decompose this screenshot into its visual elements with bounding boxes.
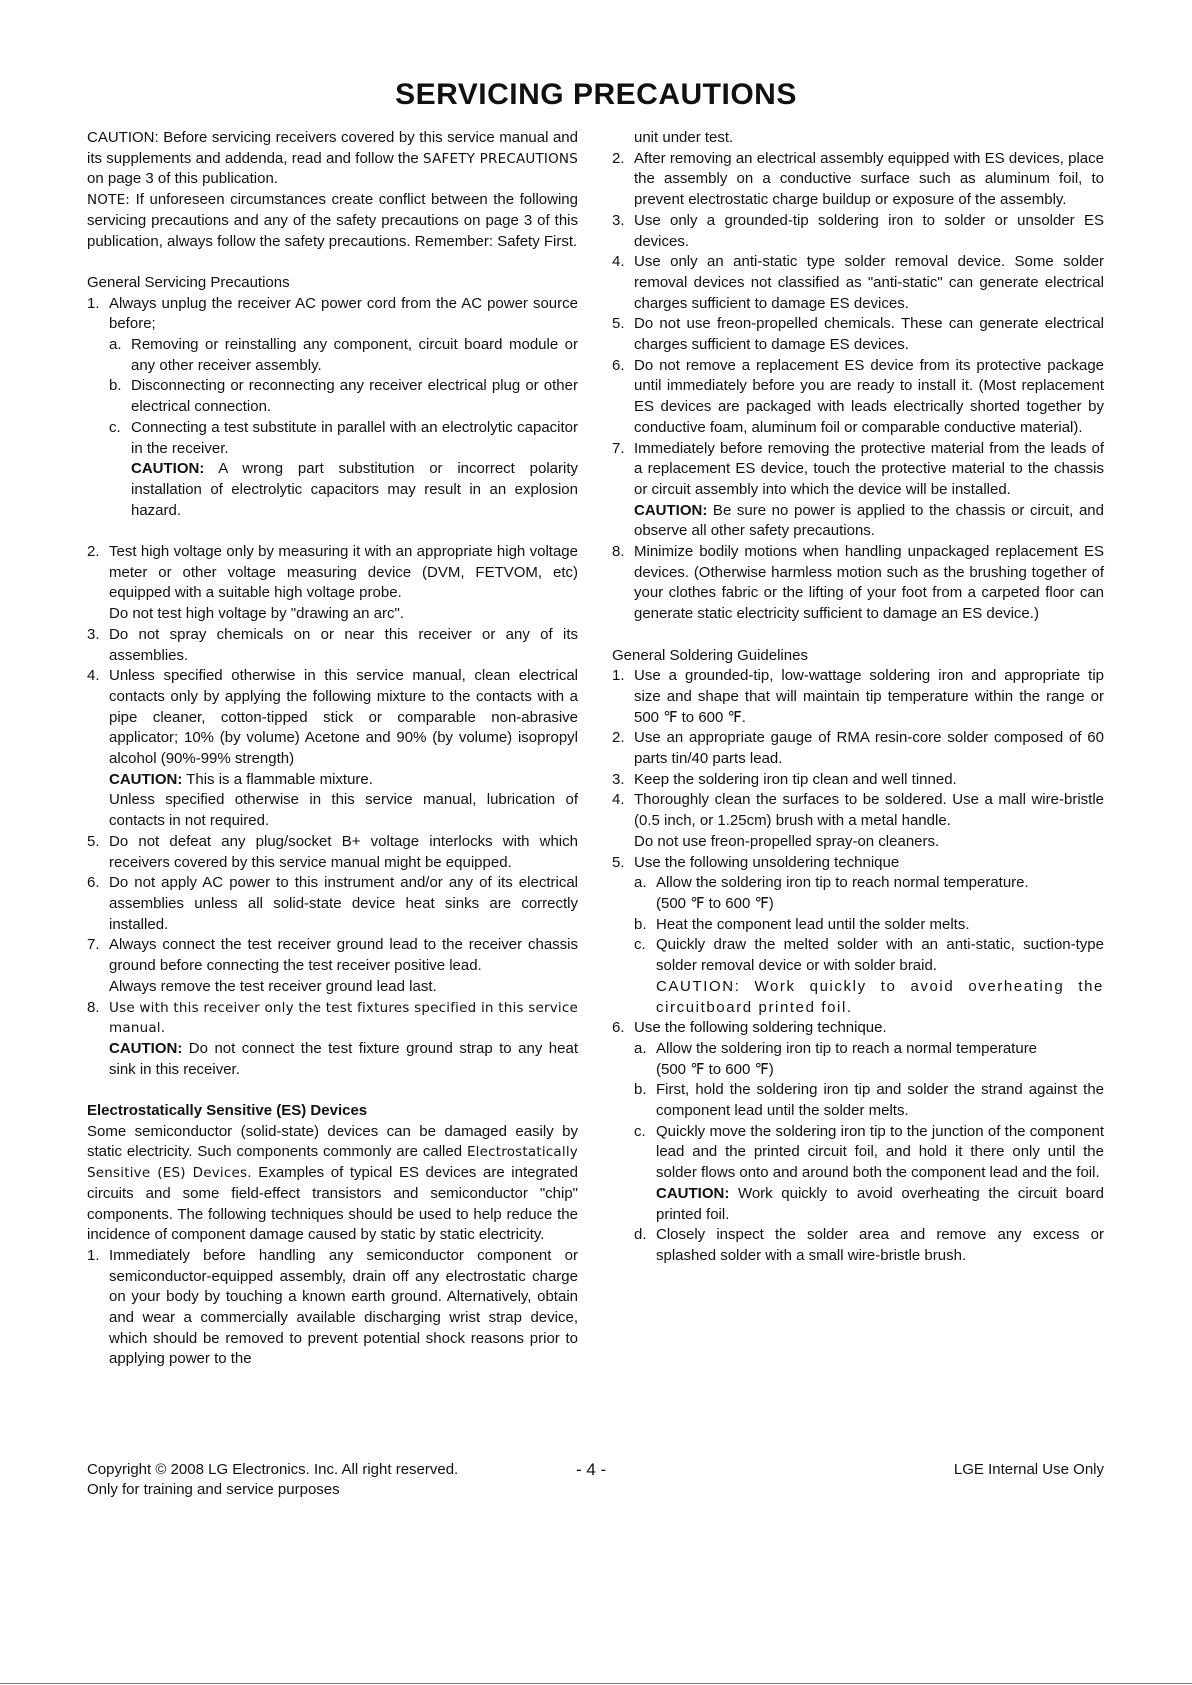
- list-item: 2. Use an appropriate gauge of RMA resin-core solder composed of 60 parts tin/40 parts lead.: [612, 729, 1104, 768]
- list-item: 7. Immediately before removing the protective material from the leads of a replacement ES device, touch the protective material to the chassis or circuit assembly into which the device will be installed.: [612, 439, 1104, 498]
- list-item: d. Closely inspect the solder area and remove any excess or splashed solder with a small wire-bristle brush.: [634, 1226, 1104, 1264]
- list-item: a. Allow the soldering iron tip to reach normal temperature.: [634, 874, 1029, 892]
- caution-note: CAUTION: This is a flammable mixture.: [109, 770, 373, 788]
- list-item: 2. Test high voltage only by measuring it with an appropriate high voltage meter or other voltage measuring device (DVM, FETVOM, etc) equipped with a suitable high voltage probe.: [87, 543, 578, 602]
- left-column: CAUTION: Before servicing receivers covered by this service manual and its supplements and addenda, read and follow the SAFETY PRECAUTIONS on page 3 of this publication. NOTE: If unforeseen circumstances create conflict between the following servicing precautions and any of the safety precautions on page 3 of this publication, always follow the safety precautions. Remember: Safety First. General Servicing Precautions 1. Always unplug the receiver AC power cord from the AC power source before; a. Removing or reinstalling any component, circuit board module or any other receiver assembly. b. Disconnecting or reconnecting any receiver electrical plug or other electrical connection. c. Connecting a test substitute in parallel with an electrolytic capacitor in the receiver. CAUTION: A wrong part substitution or incorrect polarity installation of electrolytic capacitors may result in an explosion hazard. 2. Test high voltage only by measuring it with an appropriate high voltage meter or other voltage measuring device (DVM, FETVOM, etc) equipped with a suitable high voltage probe. Do not test high voltage by "drawing an arc". 3. Do not spray chemicals on or near this receiver or any of its assemblies. 4. Unless specified otherwise in this service manual, clean electrical contacts only by applying the following mixture to the contacts with a pipe cleaner, cotton-tipped stick or comparable non-abrasive applicator; 10% (by volume) Acetone and 90% (by volume) isopropyl alcohol (90%-99% strength) CAUTION: This is a flammable mixture. Unless specified otherwise in this service manual, lubrication of contacts in not required. 5. Do not defeat any plug/socket B+ voltage interlocks with which receivers covered by this service manual might be equipped. 6. Do not apply AC power to this instrument and/or any of its electrical assemblies unless all solid-state device heat sinks are correctly installed. 7. Always connect the test receiver ground lead to the receiver chassis ground before connecting the test receiver positive lead. Always remove the test receiver ground lead last. 8. Use with this receiver only the test fixtures specified in this service manual. CAUTION: Do not connect the test fixture ground strap to any heat sink in this receiver. Electrostatically Sensitive (ES) Devices Some semiconductor (solid-state) devices can be damaged easily by static electricity. Such components commonly are called Electrostatically Sensitive (ES) Devices. Examples of typical ES devices are integrated circuits and some field-effect transistors and semiconductor "chip" components. The following techniques should be used to help reduce the incidence of component damage caused by static by static electricity. 1. Immediately before handling any semiconductor component or semiconductor-equipped assembly, drain off any electrostatic charge on your body by touching a known earth ground. Alternatively, obtain and wear a commercially available discharging wrist strap device, which should be removed to prevent potential shock reasons prior to applying power to the: [87, 128, 578, 1370]
- general-servicing-heading: General Servicing Precautions: [87, 273, 290, 291]
- list-item: 4. Thoroughly clean the surfaces to be soldered. Use a mall wire-bristle (0.5 inch, or 1.25cm) brush with a metal handle.: [612, 791, 1104, 830]
- list-item: 1. Always unplug the receiver AC power cord from the AC power source before;: [87, 294, 578, 333]
- list-item: 1. Use a grounded-tip, low-wattage soldering iron and appropriate tip size and shape that will maintain tip temperature within the range or 500 ℉ to 600 ℉.: [612, 667, 1104, 726]
- list-item: a. Removing or reinstalling any component, circuit board module or any other receiver assembly.: [109, 336, 578, 374]
- internal-use-label: LGE Internal Use Only: [953, 1461, 1104, 1478]
- list-item: a. Allow the soldering iron tip to reach a normal temperature: [634, 1039, 1038, 1057]
- list-item: 6. Do not apply AC power to this instrument and/or any of its electrical assemblies unless all solid-state device heat sinks are correctly installed.: [87, 874, 578, 933]
- es-paragraph: Some semiconductor (solid-state) devices can be damaged easily by static electricity. Such components commonly are called Electrostatically Sensitive (ES) Devices. Examples of typical ES devices are integrated circuits and some field-effect transistors and semiconductor "chip" components. The following techniques should be used to help reduce the incidence of component damage caused by static by static electricity.: [87, 1122, 578, 1244]
- list-item: 6. Use the following soldering technique.: [612, 1019, 887, 1037]
- note-label: NOTE:: [87, 192, 131, 209]
- list-item: b. First, hold the soldering iron tip and solder the strand against the component lead until the solder melts.: [634, 1081, 1104, 1120]
- soldering-heading: General Soldering Guidelines: [612, 646, 808, 664]
- caution-note: CAUTION: Work quickly to avoid overheating the circuit board printed foil.: [656, 1184, 1104, 1223]
- es-devices-heading: Electrostatically Sensitive (ES) Devices: [87, 1102, 368, 1119]
- list-item: 3. Do not spray chemicals on or near this receiver or any of its assemblies.: [87, 625, 578, 664]
- list-item: 4. Unless specified otherwise in this service manual, clean electrical contacts only by applying the following mixture to the contacts with a pipe cleaner, cotton-tipped stick or comparable non-abrasive applicator; 10% (by volume) Acetone and 90% (by volume) isopropyl alcohol (90%-99% strength): [87, 667, 578, 768]
- list-item: 5. Do not defeat any plug/socket B+ voltage interlocks with which receivers covered by this service manual might be equipped.: [87, 832, 578, 871]
- list-item: 6. Do not remove a replacement ES device from its protective package until immediately before you are ready to install it. (Most replacement ES devices are packaged with leads electrically shorted together by conductive foam, aluminum foil or comparable conductive material).: [612, 356, 1104, 436]
- list-item: 5. Use the following unsoldering technique: [612, 853, 900, 871]
- list-item: 3. Use only a grounded-tip soldering iron to solder or unsolder ES devices.: [612, 211, 1104, 250]
- caution-note: CAUTION: Do not connect the test fixture ground strap to any heat sink in this receiver.: [109, 1039, 578, 1078]
- safety-precautions-ref: SAFETY PRECAUTIONS: [423, 150, 578, 167]
- caution-note: CAUTION: A wrong part substitution or incorrect polarity installation of electrolytic capacitors may result in an explosion hazard.: [131, 460, 578, 519]
- list-item: b. Disconnecting or reconnecting any receiver electrical plug or other electrical connection.: [109, 377, 578, 416]
- intro-caution: [87, 128, 578, 190]
- footer-left: [87, 1460, 458, 1500]
- intro-caution-tail: on page 3 of this publication.: [87, 170, 278, 188]
- list-item: 4. Use only an anti-static type solder removal device. Some solder removal devices not classified as "anti-static" can generate electrical charges sufficient to damage ES devices.: [612, 253, 1104, 312]
- list-item: c. Quickly move the soldering iron tip to the junction of the component lead and the printed circuit foil, and hold it there only until the solder flows onto and around both the component lead and the foil.: [634, 1122, 1104, 1182]
- bottom-divider: [0, 1683, 1192, 1684]
- page-title: SERVICING PRECAUTIONS: [395, 78, 797, 111]
- list-item: 2. After removing an electrical assembly equipped with ES devices, place the assembly on a conductive surface such as aluminum foil, to prevent electrostatic charge buildup or exposure of the assembly.: [612, 149, 1104, 209]
- list-item: c. Quickly draw the melted solder with an anti-static, suction-type solder removal device or with solder braid.: [634, 936, 1104, 975]
- list-item: 3. Keep the soldering iron tip clean and well tinned.: [612, 770, 957, 788]
- intro-caution-text: CAUTION: Before servicing receivers covered by this service manual and its supplements and addenda, read and follow the: [87, 129, 578, 167]
- note-text: If unforeseen circumstances create conflict between the following servicing precautions and any of the safety precautions on page 3 of this publication, always follow the safety precautions. Remember: Safety First.: [87, 191, 578, 250]
- list-item: 1. Immediately before handling any semiconductor component or semiconductor-equipped assembly, drain off any electrostatic charge on your body by touching a known earth ground. Alternatively, obtain and wear a commercially available discharging wrist strap device, which should be removed to prevent potential shock reasons prior to applying power to the: [87, 1246, 578, 1368]
- list-item: c. Connecting a test substitute in parallel with an electrolytic capacitor in the receiver.: [109, 418, 578, 457]
- page-number: - 4 -: [576, 1460, 607, 1479]
- right-column: unit under test. 2. After removing an electrical assembly equipped with ES devices, place the assembly on a conductive surface such as aluminum foil, to prevent electrostatic charge buildup or exposure of the assembly. 3. Use only a grounded-tip soldering iron to solder or unsolder ES devices. 4. Use only an anti-static type solder removal device. Some solder removal devices not classified as "anti-static" can generate electrical charges sufficient to damage ES devices. 5. Do not use freon-propelled chemicals. These can generate electrical charges sufficient to damage ES devices. 6. Do not remove a replacement ES device from its protective package until immediately before you are ready to install it. (Most replacement ES devices are packaged with leads electrically shorted together by conductive foam, aluminum foil or comparable conductive material). 7. Immediately before removing the protective material from the leads of a replacement ES device, touch the protective material to the chassis or circuit assembly into which the device will be installed. CAUTION: Be sure no power is applied to the chassis or circuit, and observe all other safety precautions. 8. Minimize bodily motions when handling unpackaged replacement ES devices. (Otherwise harmless motion such as the brushing together of your clothes fabric or the lifting of your foot from a carpeted floor can generate static electricity sufficient to damage an ES device.) General Soldering Guidelines 1. Use a grounded-tip, low-wattage soldering iron and appropriate tip size and shape that will maintain tip temperature within the range or 500 ℉ to 600 ℉. 2. Use an appropriate gauge of RMA resin-core solder composed of 60 parts tin/40 parts lead. 3. Keep the soldering iron tip clean and well tinned. 4. Thoroughly clean the surfaces to be soldered. Use a mall wire-bristle (0.5 inch, or 1.25cm) brush with a metal handle. Do not use freon-propelled spray-on cleaners. 5. Use the following unsoldering technique a. Allow the soldering iron tip to reach normal temperature. (500 ℉ to 600 ℉) b. Heat the component lead until the solder melts. c. Quickly draw the melted solder with an anti-static, suction-type solder removal device or with solder braid. CAUTION: Work quickly to avoid overheating the circuitboard printed foil. 6. Use the following soldering technique. a. Allow the soldering iron tip to reach a normal temperature (500 ℉ to 600 ℉) b. First, hold the soldering iron tip and solder the strand against the component lead until the solder melts. c. Quickly move the soldering iron tip to the junction of the component lead and the printed circuit foil, and hold it there only until the solder flows onto and around both the component lead and the foil. CAUTION: Work quickly to avoid overheating the circuit board printed foil. d. Closely inspect the solder area and remove any excess or splashed solder with a small wire-bristle brush.: [612, 128, 1104, 1267]
- caution-note: CAUTION: Work quickly to avoid overheating the circuitboard printed foil.: [656, 977, 1104, 1016]
- list-item: 8. Minimize bodily motions when handling unpackaged replacement ES devices. (Otherwise harmless motion such as the brushing together of your clothes fabric or the lifting of your foot from a carpeted floor can generate static electricity sufficient to damage an ES device.): [612, 543, 1104, 623]
- caution-note: CAUTION: Be sure no power is applied to the chassis or circuit, and observe all other safety precautions.: [634, 501, 1104, 540]
- intro-note: [87, 190, 578, 252]
- training-text: Only for training and service purposes: [87, 1481, 340, 1498]
- list-item: 7. Always connect the test receiver ground lead to the receiver chassis ground before connecting the test receiver positive lead.: [87, 936, 578, 975]
- list-item: 8. Use with this receiver only the test fixtures specified in this service manual.: [87, 998, 578, 1037]
- copyright-text: Copyright © 2008 LG Electronics. Inc. All right reserved.: [87, 1461, 459, 1478]
- list-item: 5. Do not use freon-propelled chemicals. These can generate electrical charges sufficient to damage ES devices.: [612, 315, 1104, 354]
- list-item: b. Heat the component lead until the solder melts.: [634, 915, 970, 933]
